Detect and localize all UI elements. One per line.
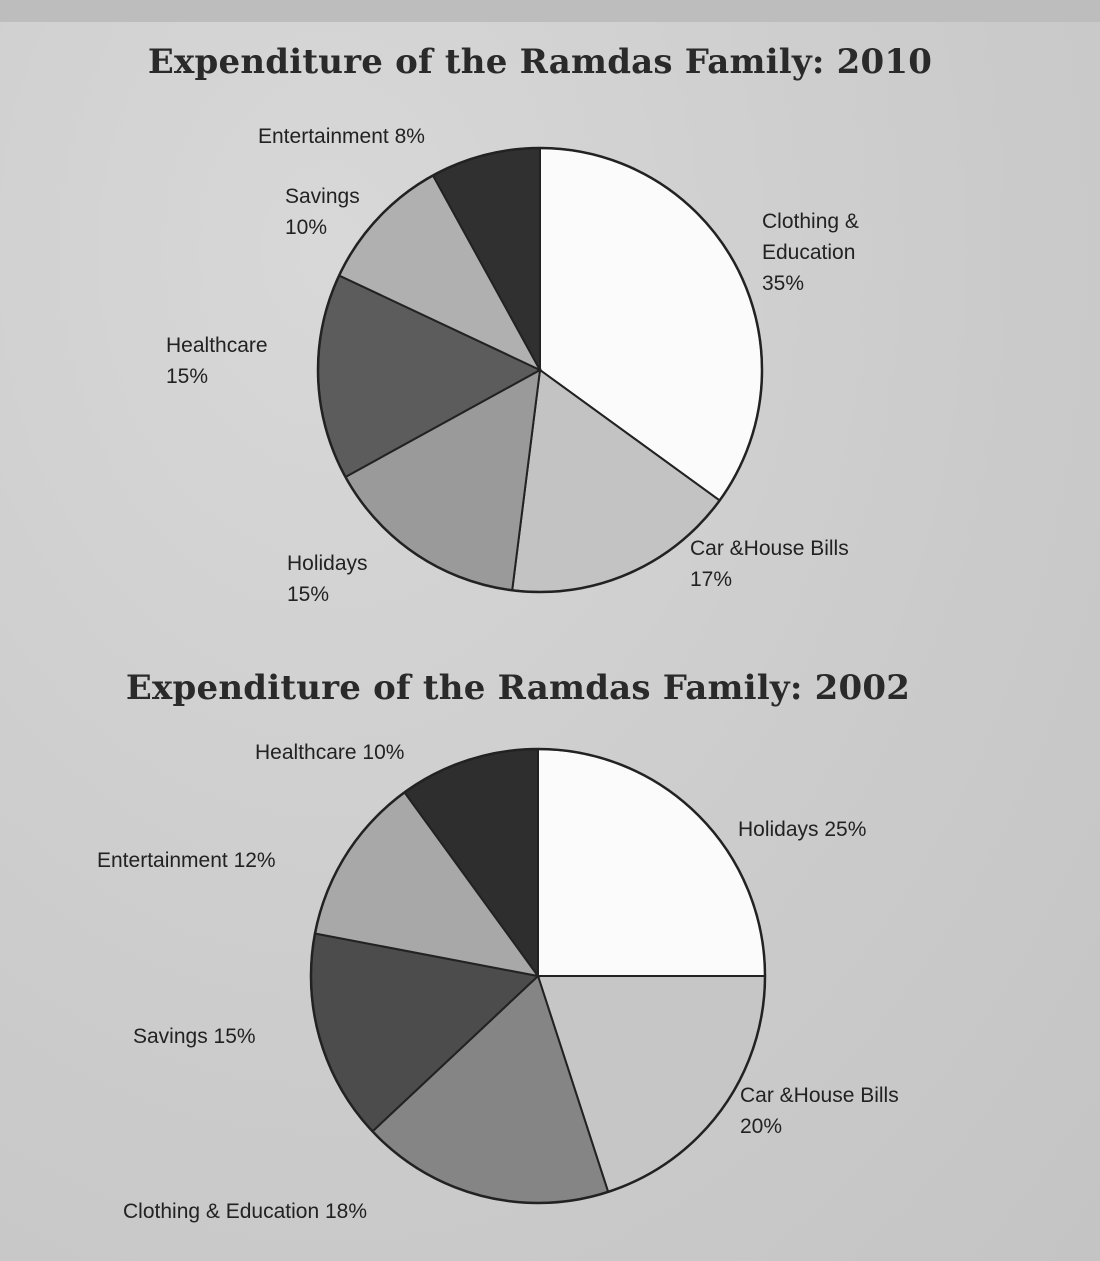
label-holidays-2002 [738,814,866,845]
label-holidays-text: Holidays 25% [738,818,867,841]
label-car-pct: 20% [740,1115,783,1138]
label-clothing-line2: Education [762,241,856,264]
label-savings-pct: 10% [285,216,328,239]
chart-title-2010: Expenditure of the Ramdas Family: 2010 [147,42,933,82]
label-holidays-pct: 15% [287,583,330,606]
label-entertainment-text: Entertainment 12% [97,849,276,872]
label-healthcare-text: Healthcare [166,334,268,357]
pie-slice-holidays-2002 [538,749,765,976]
label-car-pct: 17% [690,568,733,591]
label-clothing-2002 [123,1196,367,1227]
label-clothing-text: Clothing & Education 18% [123,1200,367,1223]
pie-chart-2002 [0,620,1100,1261]
label-savings-text: Savings [285,185,360,208]
label-clothing-line1: Clothing & [762,210,859,233]
label-healthcare-text: Healthcare 10% [255,741,405,764]
chart-2010 [0,0,1100,620]
chart-2002 [0,620,1100,1261]
label-clothing-2010 [762,206,859,299]
label-car-text: Car &House Bills [690,537,849,560]
chart-title-2002: Expenditure of the Ramdas Family: 2002 [125,668,911,708]
label-healthcare-2002 [255,737,404,768]
label-savings-text: Savings 15% [133,1025,256,1048]
label-entertainment-2002 [97,845,276,876]
label-car-text: Car &House Bills [740,1084,899,1107]
label-holidays-2010 [287,548,368,610]
label-healthcare-2010 [166,330,268,392]
label-healthcare-pct: 15% [166,365,209,388]
label-entertainment-text: Entertainment 8% [258,125,425,148]
label-car-2002 [740,1080,899,1142]
pie-chart-2010 [0,0,1100,620]
label-entertainment-2010 [258,121,425,152]
label-savings-2002 [133,1021,256,1052]
label-car-2010 [690,533,849,595]
label-savings-2010 [285,181,360,243]
label-holidays-text: Holidays [287,552,368,575]
label-clothing-pct: 35% [762,272,805,295]
